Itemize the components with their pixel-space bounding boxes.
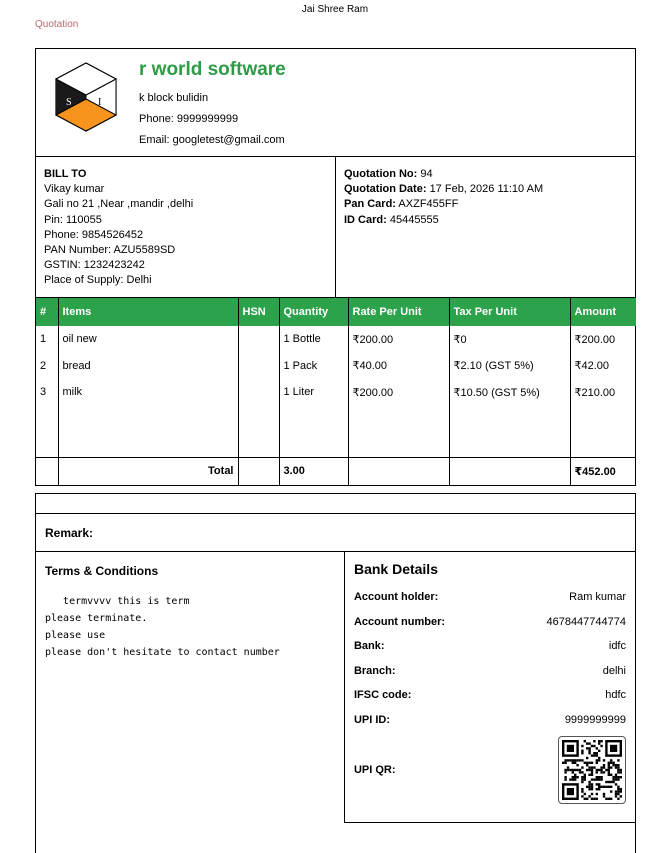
bank-label: Account holder:	[353, 591, 439, 604]
company-address: k block bulidin	[139, 92, 209, 104]
table-spacer-row	[36, 406, 636, 458]
bill-to-line: Phone: 9854526452	[44, 228, 144, 241]
remark-label: Remark:	[36, 514, 635, 552]
total-quantity: 3.00	[279, 458, 348, 485]
bank-label: Branch:	[353, 664, 396, 677]
bank-title: Bank Details	[353, 561, 438, 577]
bank-value: hdfc	[605, 689, 626, 702]
table-cell	[238, 379, 279, 406]
bill-to-line: Place of Supply: Delhi	[44, 274, 152, 287]
column-header: Tax Per Unit	[449, 298, 570, 326]
table-row	[36, 353, 636, 380]
table-row	[36, 379, 636, 406]
bill-to-heading: BILL TO	[44, 168, 87, 180]
column-header: Quantity	[279, 298, 348, 326]
bank-row-upi-id	[354, 708, 626, 733]
column-header: #	[36, 298, 58, 326]
bank-row-branch	[354, 659, 626, 684]
company-header	[36, 49, 635, 157]
page-header-title: Jai Shree Ram	[301, 4, 369, 15]
footer-sheet	[35, 493, 636, 853]
table-cell: ₹210.00	[574, 386, 616, 399]
bank-value: idfc	[608, 640, 626, 653]
total-amount: ₹452.00	[570, 458, 636, 485]
column-header: Amount	[570, 298, 636, 326]
total-label: Total	[58, 458, 238, 485]
bank-value: delhi	[602, 664, 626, 677]
table-cell: bread	[58, 353, 238, 380]
quotation-no: 94	[420, 168, 433, 180]
bank-row-ifsc	[354, 683, 626, 708]
quotation-date: 17 Feb, 2026 11:10 AM	[429, 183, 544, 196]
upi-qr-code	[558, 736, 626, 804]
table-total-row	[36, 458, 636, 485]
table-cell: 3	[36, 379, 58, 406]
company-logo	[36, 49, 116, 156]
bank-value: 9999999999	[564, 713, 626, 726]
table-cell: 1	[36, 326, 58, 353]
bank-label: UPI ID:	[353, 713, 391, 726]
table-cell	[238, 353, 279, 380]
table-cell: milk	[58, 379, 238, 406]
pan-card: AXZF455FF	[398, 198, 459, 211]
bank-row-account-number	[354, 610, 626, 635]
items-table	[36, 298, 636, 485]
company-name: r world software	[139, 59, 286, 80]
bill-to-line: PAN Number: AZU5589SD	[44, 244, 176, 257]
column-header: Rate Per Unit	[348, 298, 449, 326]
quotation-meta	[336, 157, 543, 297]
bill-to-line: Pin: 110055	[44, 213, 102, 226]
table-cell: ₹2.10 (GST 5%)	[449, 353, 570, 380]
terms-title: Terms & Conditions	[45, 564, 159, 578]
column-header: HSN	[238, 298, 279, 326]
quotation-date-label: Quotation Date:	[344, 183, 427, 196]
bank-row-upi-qr	[354, 736, 626, 804]
bank-row-account-holder	[354, 585, 626, 610]
logo-letter-i: I	[98, 97, 102, 108]
table-cell: ₹200.00	[348, 326, 449, 353]
table-cell: 2	[36, 353, 58, 380]
document-type-label: Quotation	[35, 19, 79, 30]
bill-to-block	[36, 157, 336, 297]
quotation-no-label: Quotation No:	[344, 168, 418, 180]
upi-qr-label: UPI QR:	[353, 764, 396, 776]
logo-letter-s: S	[66, 97, 72, 108]
table-cell: oil new	[58, 326, 238, 353]
id-card-label: ID Card:	[344, 213, 387, 226]
table-header-row	[36, 298, 636, 326]
bill-to-line: Vikay kumar	[44, 183, 105, 196]
column-header: Items	[58, 298, 238, 326]
table-cell: 1 Liter	[279, 379, 348, 406]
table-cell: 1 Pack	[279, 353, 348, 380]
bank-value: Ram kumar	[569, 591, 626, 604]
table-cell: ₹10.50 (GST 5%)	[449, 379, 570, 406]
terms-text: termvvvv this is term please terminate. please use please don't hesitate to contact number	[45, 596, 280, 658]
table-cell: ₹200.00	[574, 333, 616, 346]
table-cell: ₹42.00	[574, 360, 610, 373]
bank-label: Bank:	[353, 640, 385, 653]
pan-card-label: Pan Card:	[344, 198, 396, 211]
id-card: 45445555	[389, 213, 439, 226]
qr-code-icon	[562, 740, 622, 800]
table-cell: 1 Bottle	[279, 326, 348, 353]
bank-row-bank	[354, 634, 626, 659]
section-divider	[36, 494, 635, 514]
bank-details	[344, 552, 635, 823]
table-row	[36, 326, 636, 353]
terms-section	[36, 552, 344, 823]
cube-logo-icon	[54, 61, 118, 133]
table-cell: ₹0	[449, 326, 570, 353]
quotation-sheet	[35, 48, 636, 486]
bank-label: Account number:	[353, 615, 446, 628]
table-cell	[238, 326, 279, 353]
bank-value: 4678447744774	[546, 615, 626, 628]
parties-section	[36, 157, 635, 298]
bill-to-line: GSTIN: 1232423242	[44, 259, 145, 272]
bank-label: IFSC code:	[353, 689, 412, 702]
company-email: Email: googletest@gmail.com	[139, 134, 285, 146]
table-cell: ₹200.00	[348, 379, 449, 406]
company-phone: Phone: 9999999999	[139, 113, 239, 125]
table-cell: ₹40.00	[348, 353, 449, 380]
bill-to-line: Gali no 21 ,Near ,mandir ,delhi	[44, 198, 194, 211]
